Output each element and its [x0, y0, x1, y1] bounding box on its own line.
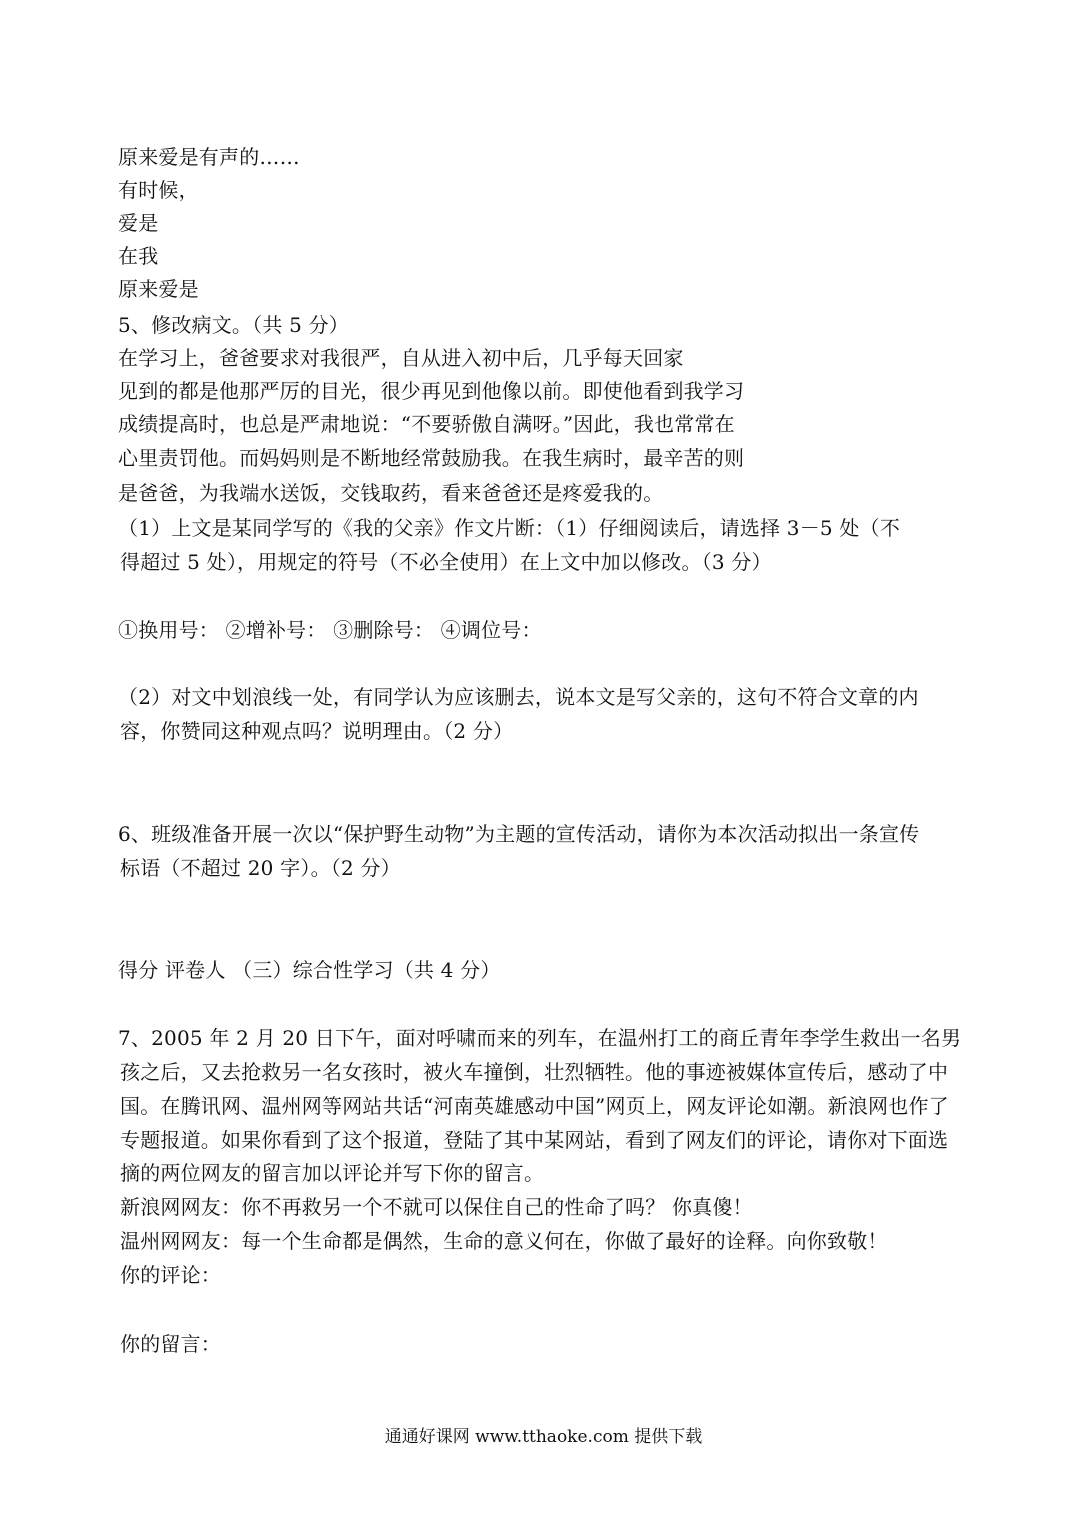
question-7: 7、2005 年 2 月 20 日下午，面对呼啸而来的列车，在温州打工的商丘青年李学生救出一名男: [118, 1026, 962, 1050]
poem-line: 爱是: [118, 211, 159, 235]
your-comment-label: 你的评论：: [120, 1263, 221, 1287]
page-footer: 通通好课网 www.tthaoke.com 提供下载: [384, 1427, 703, 1447]
question-5-part-2: （2）对文中划浪线一处，有同学认为应该删去，说本文是写父亲的，这句不符合文章的内: [118, 685, 919, 709]
passage-line: 是爸爸，为我端水送饭，交钱取药，看来爸爸还是疼爱我的。: [118, 481, 664, 505]
poem-line: 原来爱是有声的……: [118, 145, 300, 169]
question-7: 摘的两位网友的留言加以评论并写下你的留言。: [120, 1161, 545, 1185]
netizen-comment-sina: 新浪网网友：你不再救另一个不就可以保住自己的性命了吗？ 你真傻！: [120, 1195, 753, 1219]
passage-line: 在学习上，爸爸要求对我很严，自从进入初中后，几乎每天回家: [118, 346, 684, 370]
question-5-part-1: 得超过 5 处），用规定的符号（不必全使用）在上文中加以修改。（3 分）: [120, 550, 772, 574]
question-7: 专题报道。如果你看到了这个报道，登陆了其中某网站，看到了网友们的评论，请你对下面选: [120, 1128, 949, 1152]
poem-line: 有时候，: [118, 178, 199, 202]
poem-line: 在我: [118, 244, 159, 268]
correction-symbols: ①换用号： ②增补号： ③删除号： ④调位号：: [118, 618, 542, 642]
poem-line: 原来爱是: [118, 277, 199, 301]
question-6: 6、班级准备开展一次以“保护野生动物”为主题的宣传活动，请你为本次活动拟出一条宣传: [118, 822, 920, 846]
your-message-label: 你的留言：: [120, 1332, 221, 1356]
question-5-title: 5、修改病文。（共 5 分）: [118, 313, 349, 337]
passage-line: 见到的都是他那严厉的目光，很少再见到他像以前。即使他看到我学习: [118, 379, 745, 403]
section-heading: 得分 评卷人 （三）综合性学习（共 4 分）: [118, 958, 501, 982]
passage-line: 成绩提高时，也总是严肃地说：“不要骄傲自满呀。”因此，我也常常在: [118, 412, 735, 436]
passage-line: 心里责罚他。而妈妈则是不断地经常鼓励我。在我生病时，最辛苦的则: [118, 446, 745, 470]
question-6: 标语（不超过 20 字）。（2 分）: [120, 856, 401, 880]
question-5-part-2: 容，你赞同这种观点吗？说明理由。（2 分）: [120, 719, 514, 743]
question-7: 国。在腾讯网、温州网等网站共话“河南英雄感动中国”网页上，网友评论如潮。新浪网也作了: [120, 1094, 949, 1118]
question-7: 孩之后，又去抢救另一名女孩时，被火车撞倒，壮烈牺牲。他的事迹被媒体宣传后，感动了中: [120, 1060, 949, 1084]
question-5-part-1: （1）上文是某同学写的《我的父亲》作文片断：（1）仔细阅读后，请选择 3－5 处（不: [118, 516, 901, 540]
netizen-comment-wenzhou: 温州网网友：每一个生命都是偶然，生命的意义何在，你做了最好的诠释。向你致敬！: [120, 1229, 888, 1253]
